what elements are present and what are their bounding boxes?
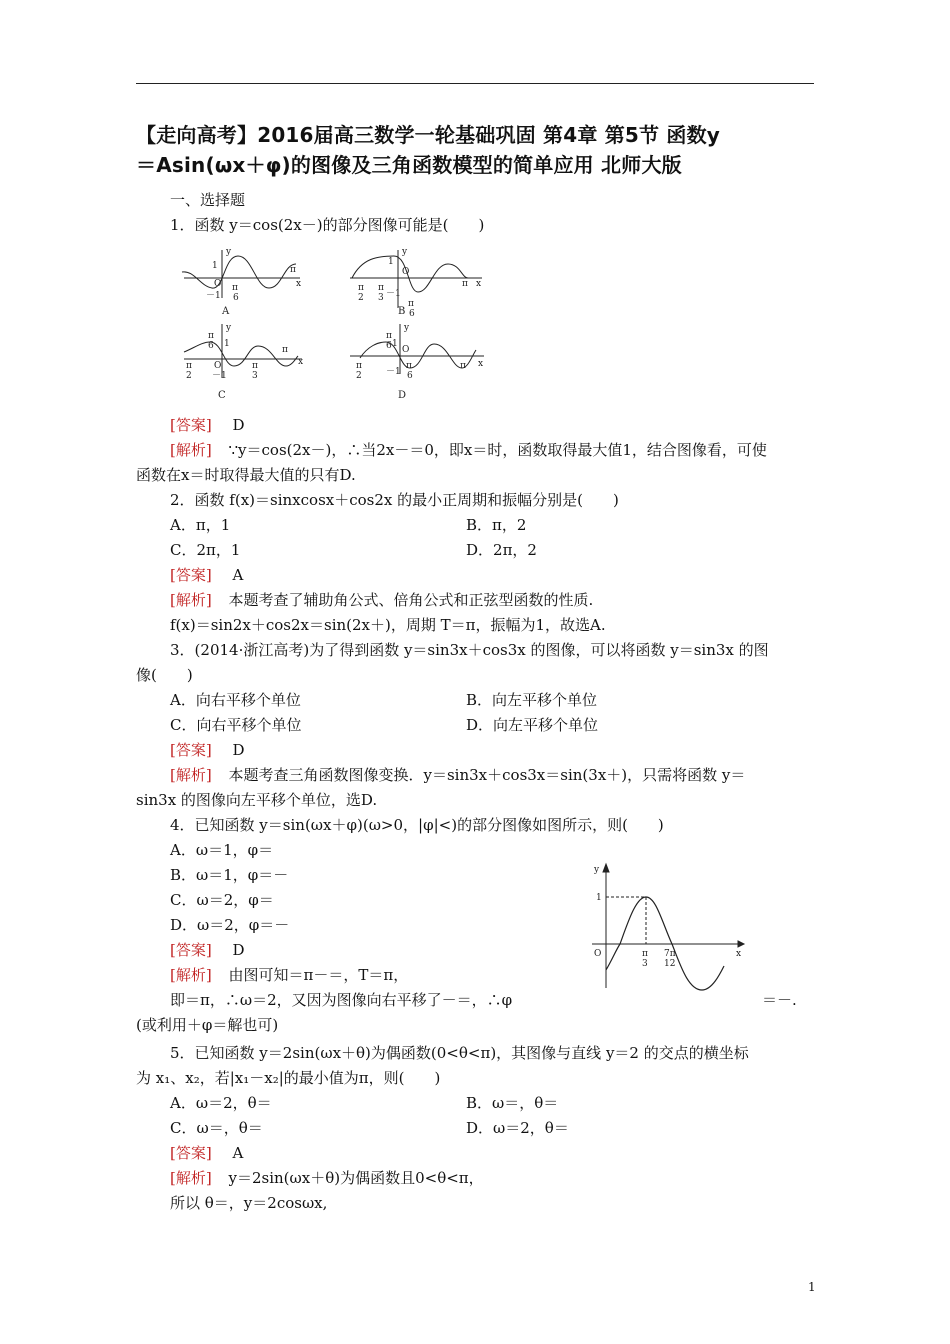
analysis-tag: [解析] [170,966,212,984]
q3-option-d: D．向左平移个单位 [466,716,599,734]
graph-c-neg-pi: π [186,361,192,371]
graph-a-curve [182,256,296,288]
q5-analysis-text-1: y＝2sin(ωx＋θ)为偶函数且0<θ<π， [228,1169,484,1187]
q4-option-a: A．ω＝1，φ＝ [170,841,274,859]
answer-tag: [答案] [170,741,212,759]
q5-option-b: B．ω＝，θ＝ [466,1094,559,1112]
q4-answer: D [232,941,245,959]
q2-option-b: B．π，2 [466,516,527,534]
analysis-tag: [解析] [170,591,212,609]
q3-answer: D [232,741,245,759]
q3-analysis-text-1: 本题考查三角函数图像变换．y＝sin3x＋cos3x＝sin(3x＋)，只需将函数 y＝ [228,766,746,784]
q2-option-d: D．2π，2 [466,541,537,559]
q4-graph-svg [588,860,748,1000]
q4-analysis-line-3: (或利用＋φ＝解也可) [136,1016,279,1034]
q1-graphs-svg [172,242,502,402]
answer-tag: [答案] [170,416,212,434]
q1-analysis-line-2: 函数在x＝时取得最大值的只有D. [136,466,356,484]
answer-tag: [答案] [170,1144,212,1162]
q4-pi-third-den: 3 [642,959,648,969]
graph-c-y-label: y [226,323,232,333]
q4-answer-line [170,940,245,960]
graph-d-one: 1 [392,339,398,349]
graph-d-pi: π [386,331,392,341]
section-heading: 一、选择题 [170,191,246,209]
graph-d-pi-end: π [460,361,466,371]
analysis-tag: [解析] [170,1169,212,1187]
graph-b-two: 2 [358,293,364,303]
q4-option-b: B．ω＝1，φ＝－ [170,866,289,884]
q1-stem: 1．函数 y＝cos(2x－)的部分图像可能是( ) [170,216,485,234]
q4-analysis-line-2a: 即＝π，∴ω＝2，又因为图像向右平移了－＝，∴φ [170,991,513,1009]
graph-a-one: 1 [212,261,218,271]
q4-y-label: y [594,865,600,875]
analysis-tag: [解析] [170,766,212,784]
graph-d-curve [360,342,476,368]
q2-option-a: A．π，1 [170,516,231,534]
graph-d-two: 2 [356,371,362,381]
q3-option-c: C．向右平移个单位 [170,716,302,734]
graph-b-x-label: x [476,279,482,289]
q3-stem-1: 3．(2014·浙江高考)为了得到函数 y＝sin3x＋cos3x 的图像，可以将函数 y＝sin3x 的图 [170,641,769,659]
graph-d-y-label: y [404,323,410,333]
graph-a-pi-label: π [232,283,238,293]
graph-b-three: 3 [378,293,384,303]
q4-origin: O [594,949,602,959]
graph-a-six: 6 [233,293,239,303]
q5-option-d: D．ω＝2，θ＝ [466,1119,569,1137]
q4-x-label: x [736,949,742,959]
q4-stem: 4．已知函数 y＝sin(ωx＋φ)(ω>0，|φ|<)的部分图像如图所示，则( ) [170,816,664,834]
q5-answer: A [232,1144,244,1162]
q1-analysis-text-1: ∵y＝cos(2x－)，∴当2x－＝0，即x＝时，函数取得最大值1，结合图像看，可使 [228,441,767,459]
graph-b-option-label: B [398,306,406,317]
q5-option-a: A．ω＝2，θ＝ [170,1094,272,1112]
q4-option-c: C．ω＝2，φ＝ [170,891,274,909]
graph-b-neg-pi: π [358,283,364,293]
graph-d-six: 6 [386,341,392,351]
q4-7pi-den: 12 [664,959,676,969]
q4-y-arrow [603,864,609,872]
q2-stem: 2．函数 f(x)＝sinxcosx＋cos2x 的最小正周期和振幅分别是( ) [170,491,619,509]
q5-stem-1: 5．已知函数 y＝2sin(ωx＋θ)为偶函数(0<θ<π)，其图像与直线 y＝2 的交点的横坐标 [170,1044,749,1062]
answer-tag: [答案] [170,941,212,959]
graph-d-option-label: D [398,390,407,401]
graph-c-curve [184,342,298,366]
q3-analysis-line-1 [170,765,745,785]
document-title [136,120,826,180]
q4-x-arrow [738,941,744,947]
q5-option-c: C．ω＝，θ＝ [170,1119,263,1137]
page-number: 1 [808,1280,816,1294]
graph-c-pi-third: π [252,361,258,371]
header-rule [136,83,814,84]
graph-c-three: 3 [252,371,258,381]
graph-a-origin: O [214,279,222,289]
graph-b-pi-sixth: π [408,299,414,309]
q3-option-b: B．向左平移个单位 [466,691,598,709]
q3-answer-line [170,740,245,760]
graph-c-neg-one: －1 [212,371,227,381]
q5-answer-line [170,1143,243,1163]
graph-c-pi-end: π [282,345,288,355]
graph-d-pi-sixth: π [406,361,412,371]
q3-analysis-line-2: sin3x 的图像向左平移个单位，选D. [136,791,378,809]
q4-analysis-text-1: 由图可知＝π－＝，T＝π， [228,966,409,984]
graph-d-x-label: x [478,359,484,369]
graph-b-y-label: y [402,247,408,257]
graph-c-option-label: C [218,390,226,401]
q3-stem-2: 像( ) [136,666,193,684]
graph-b-one: 1 [388,257,394,267]
graph-a-pi-end: π [290,265,296,275]
graph-c-x-label: x [298,357,304,367]
q1-analysis-line-1 [170,440,767,460]
graph-d-origin: O [402,345,410,355]
q4-7pi-num: 7π [664,949,676,959]
q1-answer-line [170,415,245,435]
q2-option-c: C．2π，1 [170,541,241,559]
q4-analysis-line-2b: ＝－. [762,991,797,1009]
q2-answer: A [232,566,244,584]
q5-stem-2: 为 x₁、x₂，若|x₁－x₂|的最小值为π，则( ) [136,1069,441,1087]
graph-c-origin: O [214,361,222,371]
q2-analysis-line-2: f(x)＝sin2x＋cos2x＝sin(2x＋)，周期 T＝π，振幅为1，故选A. [170,616,606,634]
answer-tag: [答案] [170,566,212,584]
analysis-tag: [解析] [170,441,212,459]
graph-d-six-b: 6 [407,371,413,381]
graph-b-curve [352,256,468,292]
graph-b-six: 6 [409,309,415,319]
q4-analysis-line-1 [170,965,408,985]
graph-c-one: 1 [224,339,230,349]
q2-answer-line [170,565,243,585]
q4-option-d: D．ω＝2，φ＝－ [170,916,290,934]
q1-answer: D [232,416,245,434]
graph-b-origin: O [402,267,410,277]
q5-analysis-line-1 [170,1168,484,1188]
graph-c-pi: π [208,331,214,341]
title-line-1: 【走向高考】2016届高三数学一轮基础巩固 第4章 第5节 函数y [136,123,721,147]
graph-b-pi-third: π [378,283,384,293]
graph-d-neg-one: －1 [386,367,401,377]
graph-b-neg-one: －1 [386,289,401,299]
q1-option-graphs [172,242,502,406]
graph-a-neg-one: －1 [206,291,221,301]
q5-analysis-line-2: 所以 θ＝，y＝2cosωx, [170,1194,328,1212]
graph-a-y-label: y [226,247,232,257]
q2-analysis-line-1 [170,590,593,610]
graph-b-pi-end: π [462,279,468,289]
q4-one-label: 1 [596,893,602,903]
graph-d-neg-pi: π [356,361,362,371]
q2-analysis-text-1: 本题考查了辅助角公式、倍角公式和正弦型函数的性质. [228,591,594,609]
graph-a-option-label: A [222,306,230,317]
graph-c-six: 6 [208,341,214,351]
graph-a-x-label: x [296,279,302,289]
title-line-2: ＝Asin(ωx＋φ)的图像及三角函数模型的简单应用 北师大版 [136,153,682,177]
q3-option-a: A．向右平移个单位 [170,691,301,709]
q4-function-graph [588,860,748,1004]
graph-c-two: 2 [186,371,192,381]
q4-pi-third-num: π [642,949,648,959]
